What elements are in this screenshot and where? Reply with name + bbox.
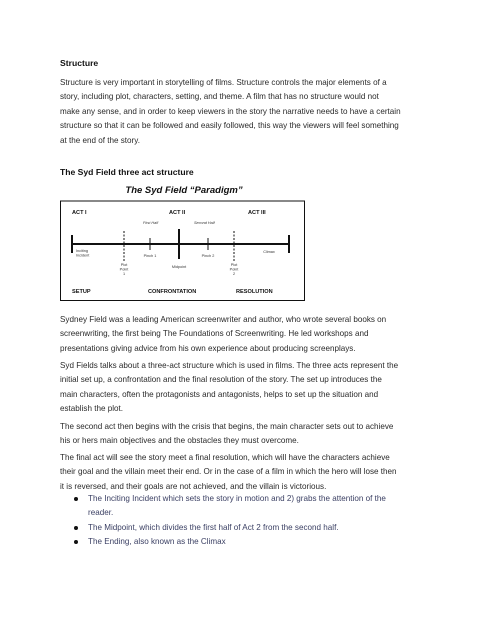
text-line: structure so that it can be followed and easily followed, this way the viewers will feel something — [60, 121, 399, 131]
bullet-list — [72, 492, 452, 550]
text-line: reader. — [88, 508, 114, 518]
list-item — [72, 492, 452, 521]
text-line: The Inciting Incident which sets the story in motion and 2) grabs the attention of the — [88, 494, 386, 503]
text-line: story, including plot, characters, setting, and theme. A film that has no structure would not — [60, 92, 379, 102]
pinch-2-label: Pinch 2 — [201, 254, 215, 258]
confrontation-label: CONFRONTATION — [148, 289, 197, 295]
bullet-dot-icon — [74, 540, 78, 544]
text-line: Structure is very important in storytelling of films. Structure controls the major elements of a — [60, 78, 387, 87]
first-half-label: First Half — [143, 221, 159, 225]
syd-field-paradigm-diagram — [60, 183, 305, 301]
three-act-paragraph — [60, 359, 440, 417]
pinch-1-label: Pinch 1 — [143, 254, 157, 258]
setup-label: SETUP — [72, 289, 91, 295]
second-half-label: Second Half — [194, 221, 215, 225]
text-line: presentations giving advice from his own experience about producing screenplays. — [60, 343, 356, 353]
heading-structure: Structure — [60, 58, 99, 68]
climax-label: Climax — [263, 250, 275, 254]
text-line: The second act then begins with the crisis that begins, the main character sets out to achieve — [60, 422, 394, 431]
text-line: their goal and the villain meet their end. Or in the case of a film in which the hero will lose then — [60, 467, 397, 477]
plot-point-1-label-c: 1 — [122, 272, 126, 276]
inciting-label-1: Inciting — [76, 249, 89, 253]
text-line: The final act will see the story meet a final resolution, which will have the characters achieve — [60, 453, 390, 462]
paradigm-svg — [60, 183, 305, 301]
resolution-label: RESOLUTION — [236, 289, 273, 295]
list-item — [72, 535, 452, 549]
final-act-paragraph — [60, 451, 440, 494]
act-1-label: ACT I — [72, 210, 87, 216]
heading-syd-field: The Syd Field three act structure — [60, 167, 194, 177]
inciting-label-2: Incident — [76, 253, 90, 258]
list-item — [72, 521, 452, 535]
second-act-paragraph — [60, 420, 440, 449]
bullet-dot-icon — [74, 526, 78, 530]
text-line: main characters, often the protagonists and antagonists, helps to set up the situation and — [60, 389, 379, 399]
plot-point-2-label-b: Point — [229, 267, 239, 272]
plot-point-2-label-a: Plot — [230, 263, 238, 267]
text-line: screenwriting, the first being The Foundations of Screenwriting. He led workshops and — [60, 329, 369, 339]
text-line: The Midpoint, which divides the first half of Act 2 from the second half. — [88, 522, 339, 532]
sydney-paragraph — [60, 313, 440, 356]
intro-paragraph — [60, 76, 440, 148]
plot-point-1-label-a: Plot — [120, 263, 128, 267]
text-line: make any sense, and in order to keep viewers in the story the narrative needs to have a certain — [60, 106, 401, 116]
plot-point-2-label-c: 2 — [232, 272, 236, 276]
act-3-label: ACT III — [248, 210, 266, 216]
midpoint-label: Midpoint — [171, 265, 187, 269]
text-line: at the end of the story. — [60, 135, 140, 145]
text-line: Syd Fields talks about a three-act structure which is used in films. The three acts represent the — [60, 361, 399, 370]
text-line: initial set up, a confrontation and the final resolution of the story. The set up introduces the — [60, 375, 382, 385]
diagram-title: The Syd Field “Paradigm” — [125, 185, 243, 196]
bullet-dot-icon — [74, 497, 78, 501]
text-line: it is reversed, and their goals are not achieved, and the villain is victorious. — [60, 481, 327, 491]
text-line: establish the plot. — [60, 404, 123, 414]
text-line: The Ending, also known as the Climax — [88, 537, 226, 547]
text-line: Sydney Field was a leading American screenwriter and author, who wrote several books on — [60, 315, 387, 324]
plot-point-1-label-b: Point — [119, 267, 129, 272]
text-line: his or hers main objectives and the obstacles they must overcome. — [60, 436, 299, 446]
act-2-label: ACT II — [169, 210, 186, 216]
